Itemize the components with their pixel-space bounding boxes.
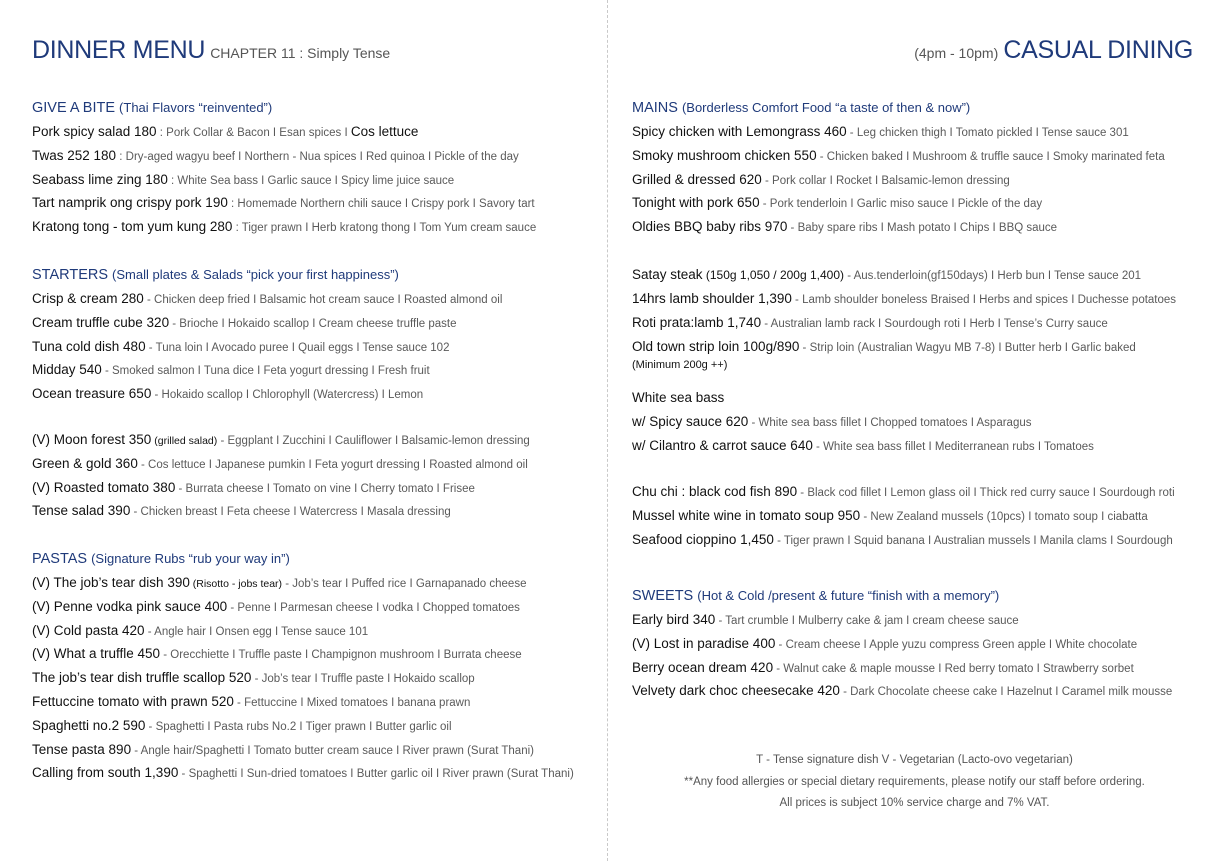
- section-sweets: [632, 584, 1197, 703]
- dish-desc: - Brioche I Hokaido scallop I Cream cheese truffle paste: [169, 317, 457, 330]
- menu-item: [632, 311, 1197, 335]
- dish-name: Kratong tong - tom yum kung 280: [32, 219, 233, 235]
- dish-name: Green & gold 360: [32, 455, 138, 471]
- dish-desc: - Pork tenderloin I Garlic miso sauce I Pickle of the day: [759, 198, 1043, 211]
- menu-item: [32, 619, 600, 643]
- dish-name: Oldies BBQ baby ribs 970: [632, 219, 788, 235]
- dish-desc-extra: Cos lettuce: [350, 124, 419, 139]
- menu-item: [32, 452, 600, 476]
- dish-desc: : Tiger prawn I Herb kratong thong I Tom Yum cream sauce: [232, 222, 537, 235]
- dish-desc: - Chicken breast I Feta cheese I Watercress I Masala dressing: [130, 506, 451, 519]
- menu-footer: [632, 750, 1197, 815]
- dish-name: Pork spicy salad 180: [32, 124, 157, 139]
- dish-name: Seafood cioppino 1,450: [632, 531, 774, 547]
- dish-desc: - Lamb shoulder boneless Braised I Herbs and spices I Duchesse potatoes: [791, 293, 1177, 306]
- dish-desc: - Eggplant I Zucchini I Cauliflower I Balsamic-lemon dressing: [217, 434, 530, 447]
- menu-item: [632, 287, 1197, 311]
- dish-name: Tonight with pork 650: [632, 195, 760, 211]
- menu-header-right: [914, 36, 1193, 65]
- dish-name: Roti prata:lamb 1,740: [632, 314, 762, 330]
- section-title: [32, 96, 600, 120]
- dish-name: (V) What a truffle 450: [32, 646, 161, 662]
- page-divider: [607, 0, 608, 861]
- menu-item: [32, 287, 600, 311]
- dish-name: Ocean treasure 650: [32, 386, 152, 402]
- dish-name: Midday 540: [32, 362, 102, 378]
- menu-item: [632, 656, 1197, 680]
- dish-name: Spicy chicken with Lemongrass 460: [632, 124, 847, 139]
- dish-desc: - Strip loin (Australian Wagyu MB 7-8) I Butter herb I Garlic baked: [799, 342, 1136, 355]
- menu-item: [632, 191, 1197, 215]
- menu-item: [632, 528, 1197, 552]
- dish-desc: - Dark Chocolate cheese cake I Hazelnut I Caramel milk mousse: [839, 686, 1173, 699]
- menu-item: [32, 428, 600, 452]
- section-mains-grill: [632, 263, 1197, 373]
- dish-name: Seabass lime zing 180: [32, 171, 168, 187]
- menu-item: [32, 571, 600, 595]
- section-mains-seabass: [632, 386, 1197, 457]
- menu-header-left: [32, 36, 390, 65]
- menu-item: [632, 410, 1197, 434]
- dish-desc: - Aus.tenderloin(gf150days) I Herb bun I Tense sauce 201: [844, 270, 1142, 282]
- dish-name: 14hrs lamb shoulder 1,390: [632, 290, 792, 306]
- menu-item: [32, 761, 600, 785]
- menu-item: [32, 714, 600, 738]
- seabass-label: White sea bass: [632, 390, 725, 405]
- dish-desc: - Spaghetti I Pasta rubs No.2 I Tiger prawn I Butter garlic oil: [145, 720, 452, 733]
- dish-note: (grilled salad): [151, 434, 218, 447]
- dish-desc: - White sea bass fillet I Mediterranean rubs I Tomatoes: [812, 440, 1094, 453]
- dish-name: Tense salad 390: [32, 503, 131, 519]
- menu-item: [32, 168, 600, 192]
- dish-desc: - Cream cheese I Apple yuzu compress Green apple I White chocolate: [775, 638, 1138, 651]
- section-title: [632, 584, 1197, 608]
- section-tagline: (Small plates & Salads “pick your first happiness”): [112, 267, 399, 282]
- menu-item: [32, 120, 600, 144]
- dish-desc: - Tuna loin I Avocado puree I Quail eggs I Tense sauce 102: [145, 341, 450, 354]
- menu-item: [32, 311, 600, 335]
- dish-name: Chu chi : black cod fish 890: [632, 484, 798, 499]
- dish-name: Calling from south 1,390: [32, 765, 179, 781]
- section-name: GIVE A BITE: [32, 100, 116, 116]
- dish-name: (V) Penne vodka pink sauce 400: [32, 598, 228, 614]
- dish-desc: - Penne I Parmesan cheese I vodka I Chopped tomatoes: [227, 601, 520, 614]
- menu-item: [632, 168, 1197, 192]
- section-tagline: (Signature Rubs “rub your way in”): [91, 551, 290, 566]
- section-title: [32, 547, 600, 571]
- dish-name: Fettuccine tomato with prawn 520: [32, 693, 234, 709]
- menu-item: [32, 191, 600, 215]
- menu-item: [32, 595, 600, 619]
- section-give-a-bite: [32, 96, 600, 239]
- dish-desc: - Job’s tear I Puffed rice I Garnapanado cheese: [282, 578, 527, 590]
- dish-name: Cream truffle cube 320: [32, 314, 170, 330]
- section-title: [632, 96, 1197, 120]
- menu-item: [632, 608, 1197, 632]
- dish-desc: - Angle hair/Spaghetti I Tomato butter cream sauce I River prawn (Surat Thani): [131, 744, 534, 757]
- dish-desc: - Burrata cheese I Tomato on vine I Cherry tomato I Frisee: [175, 482, 475, 495]
- menu-item: [32, 215, 600, 239]
- dish-desc: : Dry-aged wagyu beef I Northern - Nua spices I Red quinoa I Pickle of the day: [116, 150, 519, 163]
- section-pastas: [32, 547, 600, 785]
- menu-item: [632, 334, 1197, 373]
- menu-item: [632, 434, 1197, 458]
- dish-desc: - Pork collar I Rocket I Balsamic-lemon dressing: [761, 174, 1010, 187]
- menu-item: [32, 144, 600, 168]
- section-tagline: (Hot & Cold /present & future “finish with a memory”): [697, 588, 1000, 603]
- dish-name: (V) Cold pasta 420: [32, 622, 145, 638]
- dish-name: Tuna cold dish 480: [32, 338, 146, 354]
- dish-name: Grilled & dressed 620: [632, 171, 762, 187]
- menu-item: [32, 335, 600, 359]
- section-name: SWEETS: [632, 588, 694, 604]
- section-tagline: (Thai Flavors “reinvented”): [119, 100, 273, 115]
- dish-desc: - Tiger prawn I Squid banana I Australian mussels I Manila clams I Sourdough: [773, 534, 1173, 547]
- dish-note: (Minimum 200g ++): [632, 359, 728, 372]
- section-mains: [632, 96, 1197, 239]
- section-name: STARTERS: [32, 267, 109, 283]
- dish-desc: - White sea bass fillet I Chopped tomatoes I Asparagus: [748, 416, 1032, 429]
- menu-chapter: CHAPTER 11 : Simply Tense: [210, 45, 391, 61]
- dish-desc: - Leg chicken thigh I Tomato pickled I Tense sauce 301: [846, 127, 1129, 139]
- allergy-note: **Any food allergies or special dietary requirements, please notify our staff before ordering.: [684, 775, 1145, 788]
- menu-item: [32, 642, 600, 666]
- spacer: [32, 406, 600, 428]
- section-name: PASTAS: [32, 551, 88, 567]
- dish-note: (Risotto - jobs tear): [189, 578, 283, 590]
- dish-name: Tart namprik ong crispy pork 190: [32, 195, 228, 211]
- dish-desc: - Job’s tear I Truffle paste I Hokaido scallop: [251, 673, 475, 686]
- legend-note: T - Tense signature dish V - Vegetarian (Lacto-ovo vegetarian): [756, 754, 1073, 766]
- dish-name: w/ Spicy sauce 620: [632, 413, 749, 429]
- menu-item: [32, 382, 600, 406]
- menu-title: DINNER MENU: [32, 36, 206, 64]
- menu-item: [32, 738, 600, 762]
- menu-item: [32, 476, 600, 500]
- dish-desc: : Homemade Northern chili sauce I Crispy pork I Savory tart: [227, 198, 535, 211]
- dish-name: Velvety dark choc cheesecake 420: [632, 683, 840, 699]
- dish-name: Tense pasta 890: [32, 741, 132, 757]
- menu-item: [632, 679, 1197, 703]
- menu-item: [632, 263, 1197, 287]
- dish-name: Early bird 340: [632, 612, 716, 627]
- dish-desc: - Tart crumble I Mulberry cake & jam I cream cheese sauce: [715, 615, 1019, 627]
- dish-name: Berry ocean dream 420: [632, 659, 774, 675]
- menu-item: [32, 690, 600, 714]
- dish-name: Old town strip loin 100g/890: [632, 339, 800, 355]
- section-tagline: (Borderless Comfort Food “a taste of then & now”): [681, 100, 971, 115]
- section-starters: [32, 263, 600, 523]
- dish-desc: - Fettuccine I Mixed tomatoes I banana prawn: [233, 696, 471, 709]
- dish-desc: - Chicken baked I Mushroom & truffle sauce I Smoky marinated feta: [816, 150, 1165, 163]
- service-hours: (4pm - 10pm): [914, 45, 999, 61]
- menu-item: [632, 215, 1197, 239]
- dish-desc: - Orecchiette I Truffle paste I Champignon mushroom I Burrata cheese: [160, 649, 522, 662]
- dish-desc: - Black cod fillet I Lemon glass oil I Thick red curry sauce I Sourdough roti: [797, 487, 1175, 499]
- dish-desc: - Baby spare ribs I Mash potato I Chips I BBQ sauce: [787, 222, 1058, 235]
- dish-desc: - Cos lettuce I Japanese pumkin I Feta yogurt dressing I Roasted almond oil: [137, 458, 528, 471]
- menu-item: [632, 144, 1197, 168]
- dish-desc: - Angle hair I Onsen egg I Tense sauce 101: [144, 625, 369, 638]
- dish-desc: - New Zealand mussels (10pcs) I tomato soup I ciabatta: [860, 510, 1148, 523]
- dish-name: Smoky mushroom chicken 550: [632, 147, 817, 163]
- menu-item: [632, 120, 1197, 144]
- dish-name: Spaghetti no.2 590: [32, 717, 146, 733]
- menu-item: [32, 358, 600, 382]
- price-note: All prices is subject 10% service charge and 7% VAT.: [779, 797, 1050, 809]
- dish-desc: : Pork Collar & Bacon I Esan spices I: [156, 127, 351, 139]
- section-title: [32, 263, 600, 287]
- menu-item: [32, 666, 600, 690]
- menu-item: [632, 632, 1197, 656]
- dish-name: Twas 252 180: [32, 147, 117, 163]
- dish-desc: - Spaghetti I Sun-dried tomatoes I Butter garlic oil I River prawn (Surat Thani): [178, 768, 574, 781]
- dish-name: (V) Roasted tomato 380: [32, 479, 176, 495]
- section-name: MAINS: [632, 100, 678, 116]
- dish-desc: - Hokaido scallop I Chlorophyll (Watercress) I Lemon: [151, 389, 424, 402]
- section-mains-seafood: [632, 480, 1197, 551]
- dish-desc: : White Sea bass I Garlic sauce I Spicy lime juice sauce: [167, 174, 455, 187]
- menu-item: [32, 499, 600, 523]
- dish-name: Satay steak: [632, 267, 703, 282]
- dish-name: Crisp & cream 280: [32, 291, 144, 306]
- dish-name: (V) Lost in paradise 400: [632, 635, 776, 651]
- menu-item: [632, 480, 1197, 504]
- dish-desc: - Chicken deep fried I Balsamic hot cream sauce I Roasted almond oil: [143, 294, 503, 306]
- dining-title: CASUAL DINING: [1003, 36, 1193, 64]
- dish-name: (V) The job’s tear dish 390: [32, 575, 190, 590]
- dish-desc: - Australian lamb rack I Sourdough roti I Herb I Tense’s Curry sauce: [761, 317, 1108, 330]
- dish-desc: - Walnut cake & maple mousse I Red berry tomato I Strawberry sorbet: [773, 662, 1134, 675]
- dish-name: w/ Cilantro & carrot sauce 640: [632, 437, 813, 453]
- dish-desc: - Smoked salmon I Tuna dice I Feta yogurt dressing I Fresh fruit: [101, 365, 430, 378]
- dish-note: (150g 1,050 / 200g 1,400): [702, 268, 844, 282]
- dish-name: (V) Moon forest 350: [32, 431, 152, 447]
- menu-item: [632, 504, 1197, 528]
- dish-name: The job’s tear dish truffle scallop 520: [32, 670, 252, 686]
- dish-name: Mussel white wine in tomato soup 950: [632, 507, 861, 523]
